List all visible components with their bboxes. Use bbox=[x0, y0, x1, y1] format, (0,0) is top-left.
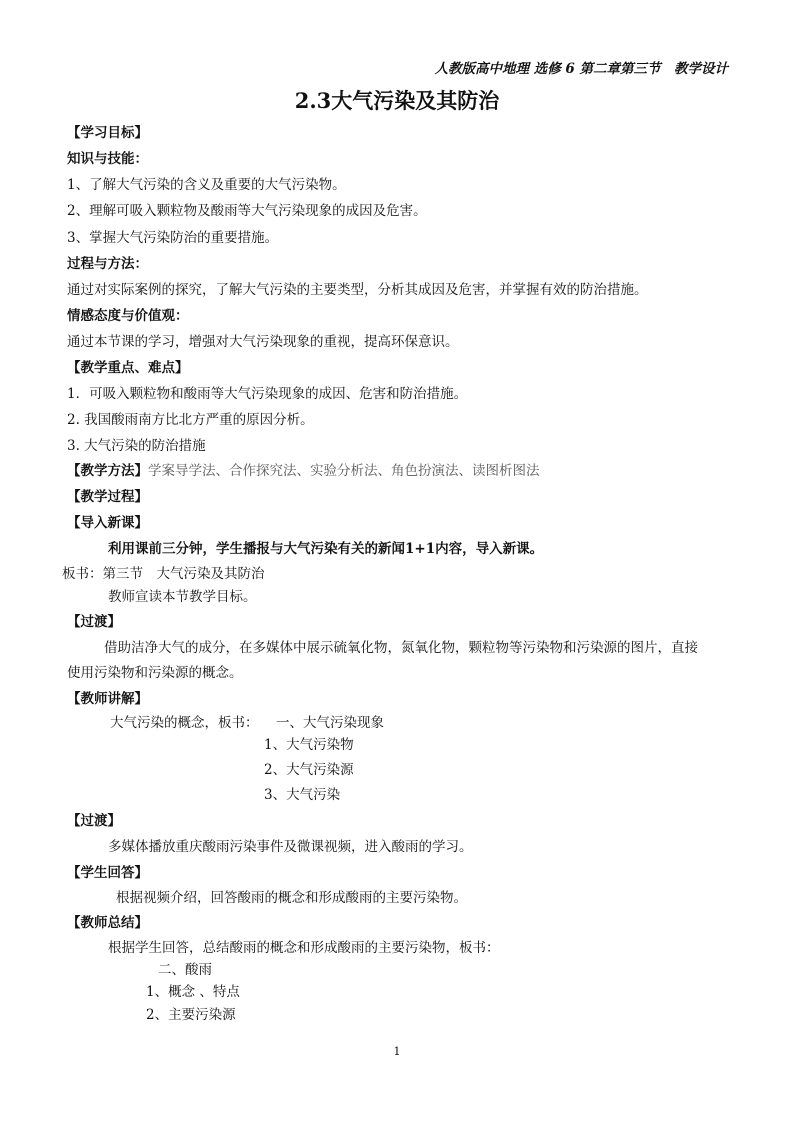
page-title: 2.3大气污染及其防治 bbox=[294, 88, 500, 113]
summary-heading: 【教师总结】 bbox=[67, 915, 148, 931]
key-point-item: 3. 大气污染的防治措施 bbox=[67, 438, 206, 454]
process-method-heading: 过程与方法： bbox=[67, 256, 148, 272]
knowledge-item: 2、理解可吸入颗粒物及酸雨等大气污染现象的成因及危害。 bbox=[67, 203, 427, 219]
summary-text: 根据学生回答，总结酸雨的概念和形成酸雨的主要污染物，板书： bbox=[108, 940, 500, 956]
key-point-item: 2. 我国酸雨南方比北方严重的原因分析。 bbox=[67, 412, 314, 428]
transition-text: 多媒体播放重庆酸雨污染事件及微课视频，进入酸雨的学习。 bbox=[108, 839, 473, 855]
lecture-item: 3、大气污染 bbox=[264, 787, 341, 803]
knowledge-item: 3、掌握大气污染防治的重要措施。 bbox=[67, 230, 279, 246]
lecture-heading: 【教师讲解】 bbox=[67, 691, 148, 707]
methods-line bbox=[67, 462, 540, 480]
page-number: 1 bbox=[393, 1045, 401, 1058]
objectives-heading: 【学习目标】 bbox=[67, 125, 148, 141]
summary-item: 2、主要污染源 bbox=[146, 1007, 236, 1023]
lecture-item: 2、大气污染源 bbox=[264, 762, 354, 778]
attitude-heading: 情感态度与价值观： bbox=[67, 308, 189, 324]
summary-item: 1、概念 、特点 bbox=[146, 984, 240, 1000]
knowledge-heading: 知识与技能： bbox=[67, 151, 148, 167]
key-point-item: 1．可吸入颗粒物和酸雨等大气污染现象的成因、危害和防治措施。 bbox=[67, 386, 468, 402]
board-title: 板书：第三节 大气污染及其防治 bbox=[62, 566, 265, 582]
student-text: 根据视频介绍，回答酸雨的概念和形成酸雨的主要污染物。 bbox=[116, 890, 467, 906]
lecture-item: 1、大气污染物 bbox=[264, 737, 354, 753]
methods-text: 学案导学法、合作探究法、实验分析法、角色扮演法、读图析图法 bbox=[148, 463, 540, 479]
attitude-text: 通过本节课的学习，增强对大气污染现象的重视，提高环保意识。 bbox=[67, 334, 459, 350]
lecture-board-title: 一、大气污染现象 bbox=[276, 715, 384, 731]
summary-board-title: 二、酸雨 bbox=[158, 962, 212, 978]
knowledge-item: 1、了解大气污染的含义及重要的大气污染物。 bbox=[67, 177, 346, 193]
running-header: 人教版高中地理 选修 6 第二章第三节 教学设计 bbox=[434, 61, 728, 77]
teacher-reads: 教师宣读本节教学目标。 bbox=[108, 589, 257, 605]
process-heading: 【教学过程】 bbox=[67, 489, 148, 505]
transition-text: 借助洁净大气的成分，在多媒体中展示硫氧化物，氮氧化物，颗粒物等污染物和污染源的图片，直接 bbox=[104, 640, 698, 656]
transition-text: 使用污染物和污染源的概念。 bbox=[67, 665, 243, 681]
process-method-text: 通过对实际案例的探究，了解大气污染的主要类型，分析其成因及危害，并掌握有效的防治措施。 bbox=[67, 282, 648, 298]
transition-heading: 【过渡】 bbox=[67, 813, 121, 829]
intro-text: 利用课前三分钟，学生播报与大气污染有关的新闻1+1内容，导入新课。 bbox=[108, 541, 544, 557]
student-heading: 【学生回答】 bbox=[67, 865, 148, 881]
key-points-heading: 【教学重点、难点】 bbox=[67, 360, 189, 376]
transition-heading: 【过渡】 bbox=[67, 614, 121, 630]
methods-label: 【教学方法】 bbox=[67, 463, 148, 479]
lecture-intro: 大气污染的概念，板书： bbox=[110, 715, 259, 731]
intro-heading: 【导入新课】 bbox=[67, 515, 148, 531]
